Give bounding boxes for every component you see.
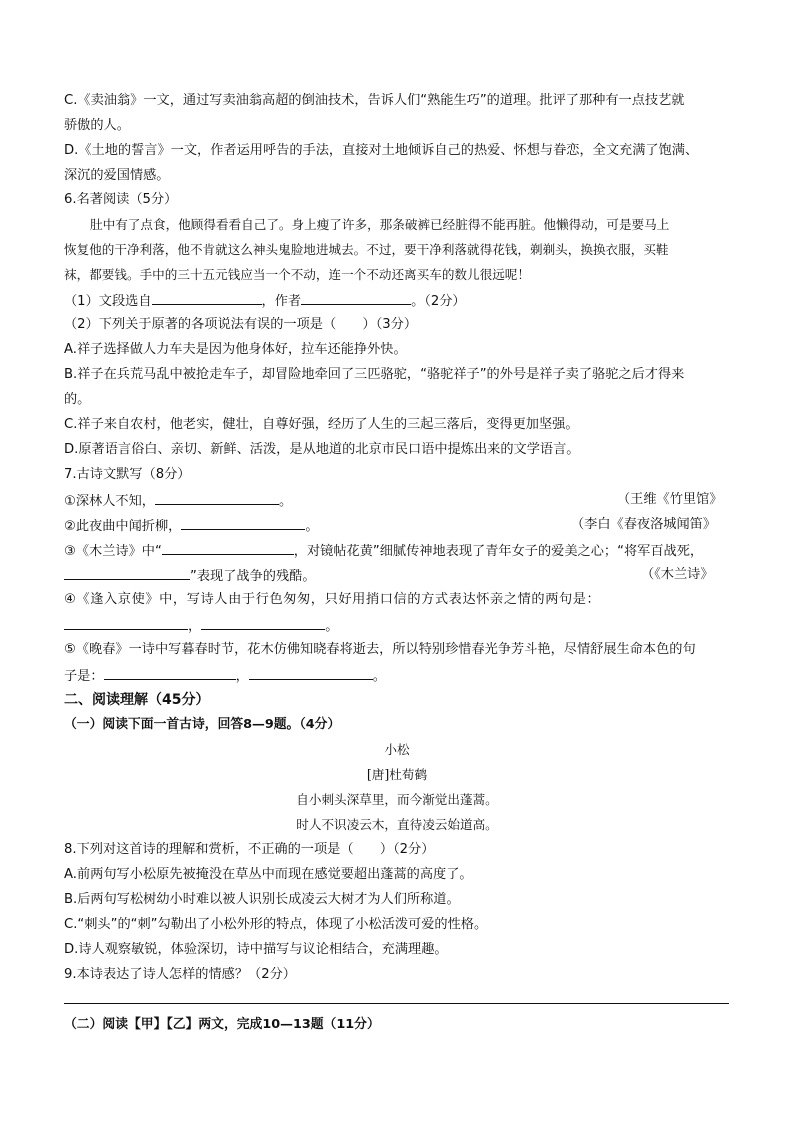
answer-blank-book[interactable] [152,291,262,305]
recite-item-4-end: 。 [325,619,339,634]
q8-option-c: C.“刺头”的“刺”勾勒出了小松外形的特点，体现了小松活泼可爱的性格。 [64,917,488,932]
answer-line[interactable] [64,1003,729,1004]
passage-line1: 肚中有了点食，他顾得看看自己了。身上瘦了许多，那条破裤已经脏得不能再脏。他懒得动，可是要马上 [90,217,670,232]
question-6-title: 6.名著阅读（5分） [64,192,178,207]
recite-item-2-end: 。 [305,519,319,534]
sub-question-1-text-b: ，作者 [261,294,302,309]
recite-item-3-text-c: ”表现了战争的残酷。 [190,569,316,584]
poem-line-1: 自小刺头深草里，而今渐觉出蓬蒿。 [296,792,498,807]
section-2-title: 二、阅读理解（45分） [64,692,210,708]
option-d-line2: 深沉的爱国情感。 [64,168,170,183]
sub-question-1 [64,291,466,311]
answer-blank-author[interactable] [301,291,411,305]
recite-item-4-line2 [64,616,338,636]
answer-blank-3a[interactable] [162,541,294,555]
recite-item-2-source: （李白《春夜洛城闻笛》 [571,517,717,532]
q6-option-c: C.祥子来自农村，他老实，健壮，自尊好强，经历了人生的三起三落后，变得更加坚强。 [64,417,579,432]
recite-item-5-line2 [64,666,386,686]
option-d-line1: D.《土地的誓言》一文，作者运用呼告的手法，直接对土地倾诉自己的热爱、怀想与眷恋，全文充满了饱满、 [64,143,699,158]
recite-item-5-end: 。 [372,669,386,684]
poem-author: [唐]杜荀鹤 [366,767,428,782]
passage-line2: 恢复他的干净利落，他不肯就这么神头鬼脸地进城去。不过，要干净利落就得花钱，剃剃头，换换衣服，买鞋 [64,242,669,257]
poem-title: 小松 [384,742,410,757]
answer-blank-5b[interactable] [249,666,373,680]
recite-item-3-source: （《木兰诗》 [641,567,714,582]
recite-item-3-line1 [64,541,703,561]
answer-blank-5a[interactable] [104,666,236,680]
q6-option-a: A.祥子选择做人力车夫是因为他身体好，拉车还能挣外快。 [64,342,407,357]
option-c-line2: 骄傲的人。 [64,118,130,133]
poem-line-2: 时人不识凌云木，直待凌云始道高。 [296,817,498,832]
recite-item-3-text-a: ③《木兰诗》中“ [64,544,162,559]
part-1-instruction: （一）阅读下面一首古诗，回答8—9题。（4分） [64,717,341,732]
sub-question-1-text-c: 。（2分） [411,294,466,309]
sub-question-2: （2）下列关于原著的各项说法有误的一项是（ ）（3分） [64,317,418,332]
question-7-title: 7.古诗文默写（8分） [64,467,191,482]
answer-blank-1[interactable] [155,491,279,505]
recite-item-2-text: ②此夜曲中闻折柳， [64,519,182,534]
q6-option-d: D.原著语言俗白、亲切、新鲜、活泼，是从地道的北京市民口语中提炼出来的文学语言。 [64,442,580,457]
recite-item-3-line2 [64,566,316,586]
q8-option-b: B.后两句写松树幼小时难以被人识别长成凌云大树才为人们所称道。 [64,892,460,907]
q6-option-b-line2: 的。 [64,392,91,407]
answer-blank-4a[interactable] [64,616,188,630]
recite-item-2 [64,516,319,536]
recite-item-5-text-b: 子是： [64,669,104,684]
answer-blank-3b[interactable] [64,566,190,580]
recite-item-1-text: ①深林人不知， [64,494,155,509]
part-2-instruction: （二）阅读【甲】【乙】两文，完成10—13题（11分） [64,1017,380,1032]
option-c-line1: C.《卖油翁》一文，通过写卖油翁高超的倒油技术，告诉人们“熟能生巧”的道理。批评了那种有一点技艺就 [64,93,685,108]
answer-blank-2[interactable] [181,516,305,530]
recite-item-1 [64,491,292,511]
passage-line3: 袜，都要钱。手中的三十五元钱应当一个不动，连一个不动还离买车的数儿很远呢！ [64,267,530,282]
recite-item-1-source: （王维《竹里馆》 [617,492,723,507]
q8-option-a: A.前两句写小松原先被掩没在草丛中而现在感觉要超出蓬蒿的高度了。 [64,867,473,882]
question-8-title: 8.下列对这首诗的理解和赏析，不正确的一项是（ ）（2分） [64,842,435,857]
recite-item-3-text-b: ，对镜帖花黄”细腻传神地表现了青年女子的爱美之心；“将军百战死， [293,544,704,559]
recite-item-4-line1: ④《逢入京使》中，写诗人由于行色匆匆，只好用捎口信的方式表达怀亲之情的两句是： [64,592,601,607]
sub-question-1-text-a: （1）文段选自 [64,294,152,309]
q6-option-b-line1: B.祥子在兵荒马乱中被抢走车子，却冒险地牵回了三匹骆驼，“骆驼祥子”的外号是祥子卖了骆驼之后才得来 [64,367,685,382]
recite-item-5-line1: ⑤《晚春》一诗中写暮春时节，花木仿佛知晓春将逝去，所以特别珍惜春光争芳斗艳，尽情舒展生命本色的句 [64,642,696,657]
q8-option-d: D.诗人观察敏锐，体验深切，诗中描写与议论相结合，充满理趣。 [64,942,448,957]
recite-item-5-comma: ， [235,669,249,684]
question-9-title: 9.本诗表达了诗人怎样的情感？（2分） [64,967,296,982]
recite-item-1-end: 。 [278,494,293,509]
answer-blank-4b[interactable] [201,616,325,630]
recite-item-4-comma: ， [188,619,202,634]
